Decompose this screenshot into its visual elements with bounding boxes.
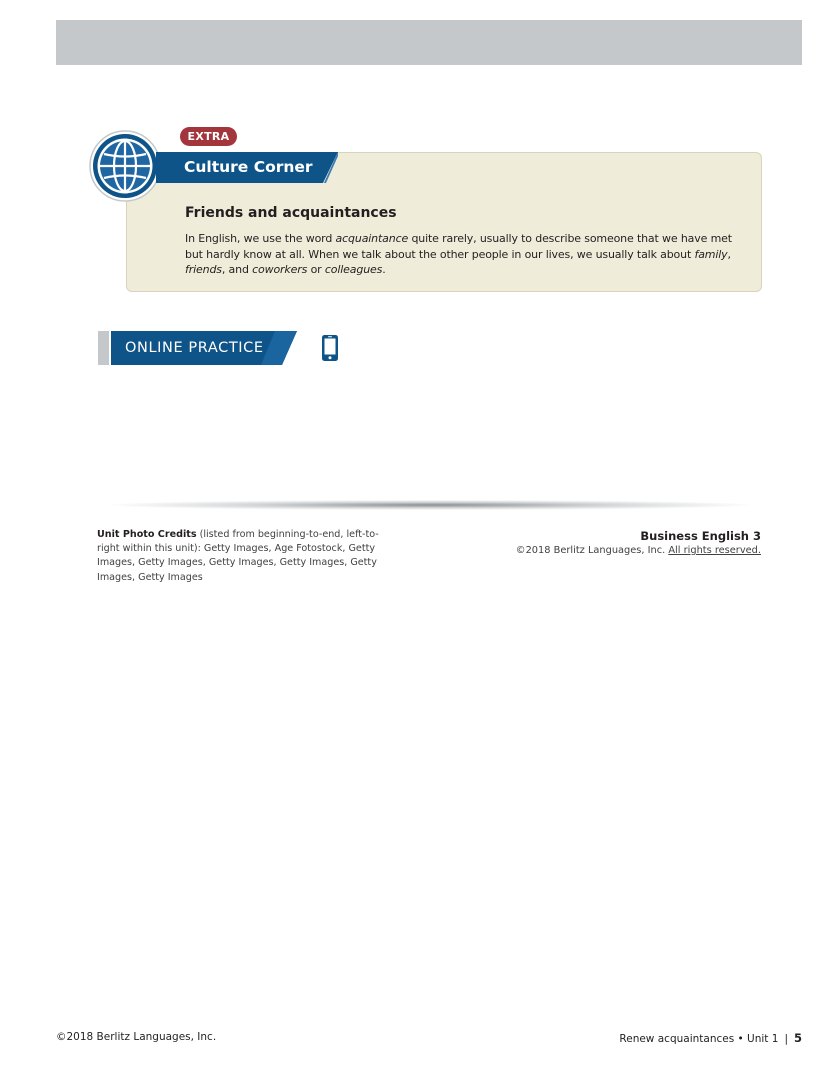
footer-lesson: Renew acquaintances • Unit 1 [619, 1033, 779, 1045]
section-heading: Friends and acquaintances [185, 205, 397, 221]
culture-corner-body: In English, we use the word acquaintance quite rarely, usually to describe someone that we have met but hardly know at all. When we talk about the other people in our lives, we usually talk about family, friends, and coworkers or colleagues. [185, 232, 732, 276]
extra-badge: EXTRA [180, 127, 237, 146]
publication-title: Business English 3 [640, 529, 761, 543]
online-practice-label[interactable]: ONLINE PRACTICE [125, 340, 264, 356]
photo-credits: Unit Photo Credits (listed from beginning-to-end, left-to-right within this unit): Getty Images, Age Fotostock, Getty Images, Getty Images, Getty Images, Getty Images, Getty Images, Getty Images [97, 529, 379, 583]
footer-separator: | [784, 1033, 788, 1045]
header-bar [56, 20, 802, 65]
publication-copyright: ©2018 Berlitz Languages, Inc. All rights reserved. [515, 545, 761, 556]
footer-copyright: ©2018 Berlitz Languages, Inc. [56, 1031, 217, 1043]
globe-icon [89, 130, 161, 202]
culture-corner-title: Culture Corner [184, 158, 313, 176]
page-number: 5 [793, 1031, 802, 1045]
online-practice-accent [98, 331, 109, 365]
rights-link[interactable]: All rights reserved. [668, 545, 761, 556]
section-divider [110, 500, 750, 510]
footer-page-info [619, 1031, 802, 1045]
smartphone-icon[interactable] [321, 334, 339, 362]
publication-info [516, 528, 761, 558]
